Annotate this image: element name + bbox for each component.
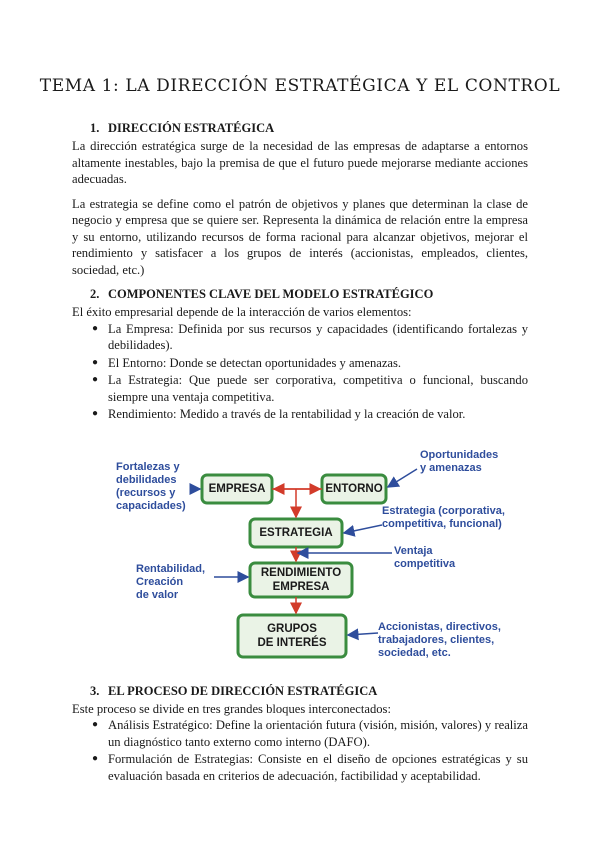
document-body <box>72 120 528 790</box>
strategic-model-diagram <box>72 429 528 675</box>
label-line: Ventaja <box>394 544 433 557</box>
box-empresa-label: EMPRESA <box>208 482 266 495</box>
list-item-text: La Empresa: Definida por sus recursos y capacidades (identificando fortalezas y debilidades). <box>108 321 528 352</box>
label-oportunidades <box>420 449 498 475</box>
arrow-accionistas <box>348 633 378 635</box>
label-line: Accionistas, directivos, <box>378 620 501 633</box>
list-item <box>72 717 528 750</box>
list-item <box>72 372 528 405</box>
label-line: competitiva, funcional) <box>382 517 502 530</box>
section-number: 1. <box>90 121 100 135</box>
label-line: Estrategia (corporativa, <box>382 504 505 517</box>
list-item-text: Formulación de Estrategias: Consiste en el diseño de opciones estratégicas y su evaluación basada en criterios de adecuación, factibilidad y aceptabilidad. <box>108 752 528 783</box>
box-label-line: EMPRESA <box>272 580 330 593</box>
section-1-heading <box>90 120 528 136</box>
section-title: DIRECCIÓN ESTRATÉGICA <box>108 121 275 135</box>
label-line: capacidades) <box>116 499 186 512</box>
list-item-text: Rendimiento: Medido a través de la rentabilidad y la creación de valor. <box>108 407 466 421</box>
bullet-icon: ● <box>92 374 99 385</box>
page-title: TEMA 1: LA DIRECCIÓN ESTRATÉGICA Y EL CONTROL <box>39 76 561 96</box>
label-line: y amenazas <box>420 461 482 474</box>
bullet-list <box>72 717 528 784</box>
label-accionistas <box>378 621 501 660</box>
paragraph: La dirección estratégica surge de la necesidad de las empresas de adaptarse a entornos altamente inestables, bajo la premisa de que el futuro puede mejorarse mediante acciones adecuadas. <box>72 139 528 186</box>
list-item-text: Análisis Estratégico: Define la orientación futura (visión, misión, valores) y realiza un diagnóstico tanto externo como interno (DAFO). <box>108 718 528 749</box>
label-line: (recursos y <box>116 486 176 499</box>
box-grupos-label <box>238 622 346 650</box>
list-item-text: El Entorno: Donde se detectan oportunidades y amenazas. <box>108 355 402 370</box>
list-item <box>72 321 528 354</box>
label-line: debilidades <box>116 473 177 486</box>
label-ventaja <box>394 545 455 571</box>
arrow-estrategia-tipos <box>344 525 382 533</box>
section-number: 3. <box>90 683 100 698</box>
bullet-icon: ● <box>92 356 99 368</box>
section-2-heading <box>90 286 528 302</box>
section-intro: El éxito empresarial depende de la interacción de varios elementos: <box>72 305 412 319</box>
label-line: Rentabilidad, <box>136 562 206 575</box>
bullet-icon: ● <box>92 322 99 334</box>
paragraph: La estrategia se define como el patrón de objetivos y planes que determinan la clase de negocio y empresa que se quiere ser. Representa la dinámica de relación entre la empresa y su entorno, utilizando recursos de forma racional para alcanzar objetivos, mejorar el rendimiento y satisfacer a los grupos de interés (accionistas, empleados, clientes, sociedad, etc.) <box>72 196 528 277</box>
label-line: sociedad, etc. <box>378 646 451 659</box>
label-line: Creación <box>136 575 184 588</box>
label-rentabilidad <box>136 563 205 602</box>
box-estrategia-label: ESTRATEGIA <box>259 526 333 539</box>
list-item <box>72 355 528 372</box>
section-intro: Este proceso se divide en tres grandes bloques interconectados: <box>72 701 391 716</box>
bullet-icon: ● <box>92 753 99 764</box>
box-label-line: RENDIMIENTO <box>260 566 342 579</box>
box-entorno-label: ENTORNO <box>325 482 383 495</box>
label-fortalezas <box>116 461 186 513</box>
section-title: EL PROCESO DE DIRECCIÓN ESTRATÉGICA <box>108 683 378 698</box>
bullet-icon: ● <box>92 719 99 730</box>
bullet-icon: ● <box>92 408 99 419</box>
label-line: Fortalezas y <box>116 460 180 473</box>
section-number: 2. <box>90 287 100 301</box>
box-label-line: DE INTERÉS <box>257 636 327 649</box>
box-label-line: GRUPOS <box>267 622 317 635</box>
list-item <box>72 406 528 423</box>
bullet-list <box>72 321 528 423</box>
section-3-heading <box>90 683 528 699</box>
arrow-oportunidades <box>388 469 417 487</box>
label-line: trabajadores, clientes, <box>378 633 495 646</box>
label-line: Oportunidades <box>420 448 499 461</box>
label-line: de valor <box>136 588 179 601</box>
label-estrategia-tipos <box>382 505 505 531</box>
label-line: competitiva <box>394 557 456 570</box>
list-item <box>72 751 528 784</box>
list-item-text: La Estrategia: Que puede ser corporativa, competitiva o funcional, buscando siempre una ventaja competitiva. <box>108 373 528 404</box>
section-title: COMPONENTES CLAVE DEL MODELO ESTRATÉGICO <box>108 287 434 301</box>
box-rendimiento-label <box>250 566 352 594</box>
